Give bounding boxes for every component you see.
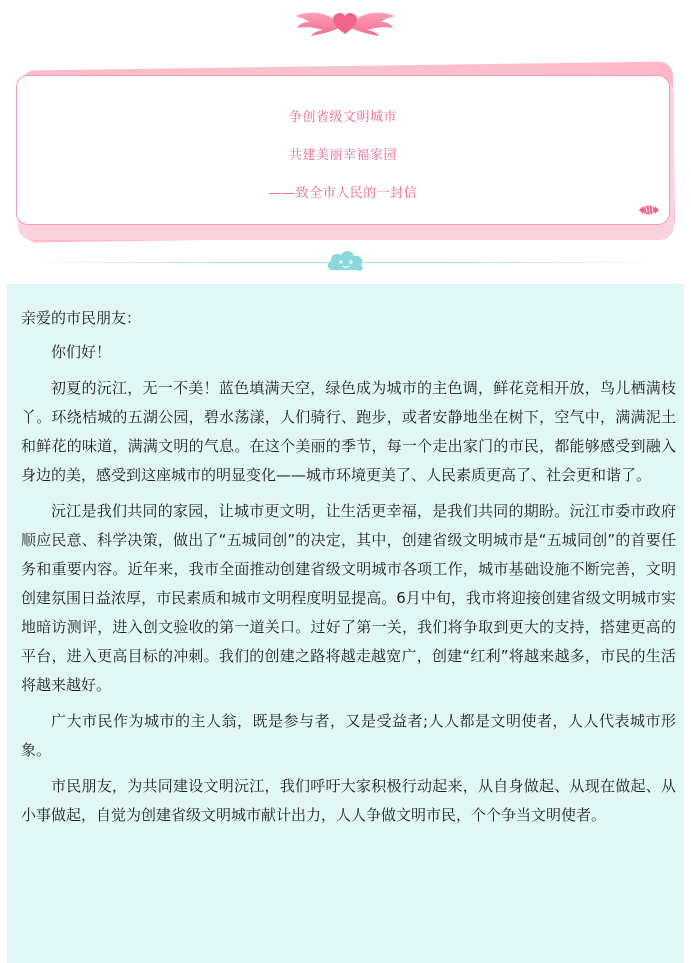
letter-paragraph: 沅江是我们共同的家园，让城市更文明，让生活更幸福，是我们共同的期盼。沅江市委市政府顺应民意、科学决策，做出了“五城同创”的决定，其中，创建省级文明城市是“五城同创”的首要任务和重要内容。近年来，我市全面推动创建省级文明城市各项工作，城市基础设施不断完善，文明创建氛围日益浓厚，市民素质和城市文明程度明显提高。6月中旬，我市将迎接创建省级文明城市实地暗访测评，进入创文验收的第一道关口。过好了第一关，我们将争取到更大的支持，搭建更高的平台，进入更高目标的冲刺。我们的创建之路将越走越宽广，创建“红利”将越来越多，市民的生活将越来越好。 — [21, 502, 676, 694]
title-line-1: 争创省级文明城市 — [288, 110, 397, 125]
letter-body — [7, 284, 684, 963]
letter-salutation: 亲爱的市民朋友： — [21, 309, 142, 327]
cloud-icon — [325, 246, 367, 276]
letter-paragraph: 广大市民作为城市的主人翁，既是参与者，又是受益者;人人都是文明使者，人人代表城市形象。 — [21, 712, 676, 759]
title-card — [16, 75, 670, 225]
letter-greeting: 你们好！ — [51, 343, 112, 361]
title-line-2: 共建美丽幸福家园 — [288, 148, 397, 163]
winged-heart-icon — [293, 6, 397, 38]
letter-paragraph: 初夏的沅江，无一不美！蓝色填满天空，绿色成为城市的主色调，鲜花竞相开放，鸟儿栖满枝丫。环绕桔城的五湖公园，碧水荡漾，人们骑行、跑步，或者安静地坐在树下，空气中，满满泥土和鲜花的味道，满满文明的气息。在这个美丽的季节，每一个走出家门的市民，都能够感受到融入身边的美，感受到这座城市的明显变化——城市环境更美了、人民素质更高了、社会更和谐了。 — [21, 379, 676, 484]
title-line-3: ——致全市人民的一封信 — [268, 186, 418, 201]
candy-icon — [637, 204, 661, 216]
letter-paragraph: 市民朋友，为共同建设文明沅江，我们呼吁大家积极行动起来，从自身做起、从现在做起、从小事做起，自觉为创建省级文明城市献计出力，人人争做文明市民，个个争当文明使者。 — [21, 777, 676, 824]
